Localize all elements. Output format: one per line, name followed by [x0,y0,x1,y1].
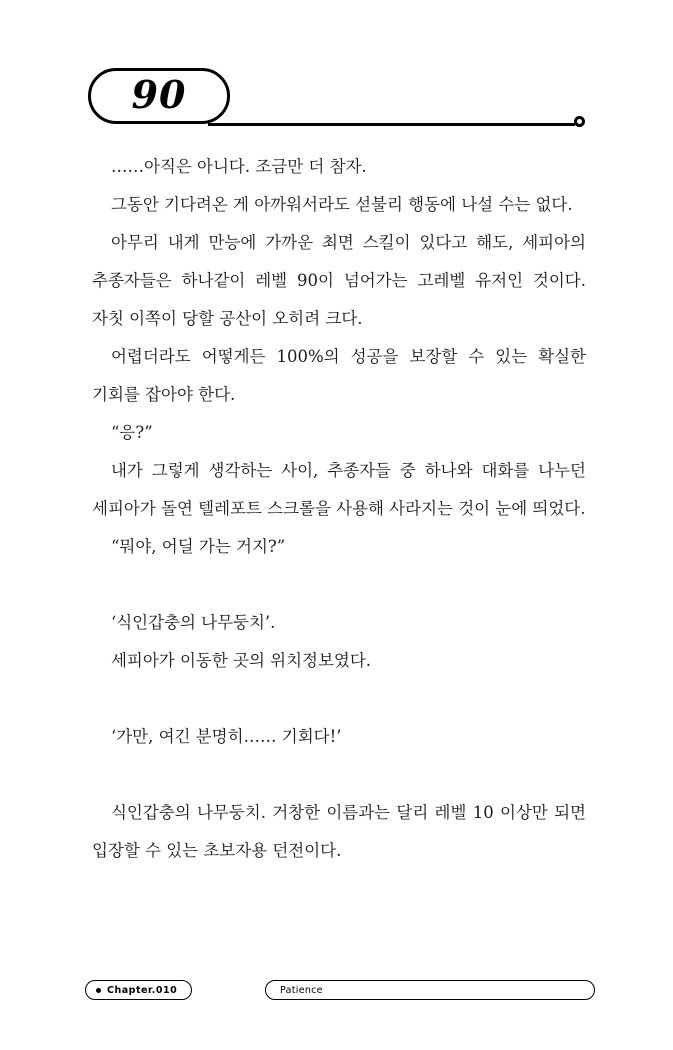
dialogue-line: “응?” [110,423,153,442]
paragraph: 내가 그렇게 생각하는 사이, 추종자들 중 하나와 대화를 나누던 세피아가 돌연 텔레포트 스크롤을 사용해 사라지는 것이 눈에 띄었다. [92,461,586,518]
chapter-number: 90 [131,72,187,117]
footer-chapter-chip [85,980,192,1000]
dialogue-line: ‘식인갑충의 나무둥치’. [110,613,276,632]
paragraph: 식인갑충의 나무둥치. 거창한 이름과는 달리 레벨 10 이상만 되면 입장할 수 있는 초보자용 던전이다. [92,803,586,860]
paragraph: 아무리 내게 만능에 가까운 최면 스킬이 있다고 해도, 세피아의 추종자들은 하나같이 레벨 90이 넘어가는 고레벨 유저인 것이다. 자칫 이쪽이 당할 공산이 오히려 크다. [92,233,586,328]
footer-title-bar [265,980,595,1000]
paragraph: 세피아가 이동한 곳의 위치정보였다. [110,651,372,670]
header-end-dot-icon [574,116,585,127]
header-rule [208,123,575,126]
paragraph: 그동안 기다려온 게 아까워서라도 섣불리 행동에 나설 수는 없다. [110,195,573,214]
footer-bullet-icon [96,988,101,993]
footer-chapter-label: Chapter.010 [107,984,178,996]
dialogue-line: “뭐야, 어딜 가는 거지?” [110,537,286,556]
dialogue-line: ‘가만, 여긴 분명히…… 기회다!’ [110,727,342,746]
paragraph-spacer [92,566,586,604]
chapter-header [88,68,585,138]
page-body [92,148,586,870]
paragraph-spacer [92,680,586,718]
page-footer [85,980,595,1002]
chapter-number-badge [88,68,230,124]
paragraph: ……아직은 아니다. 조금만 더 참자. [110,157,367,176]
paragraph: 어렵더라도 어떻게든 100%의 성공을 보장할 수 있는 확실한 기회를 잡아야 한다. [92,347,586,404]
paragraph-spacer [92,756,586,794]
footer-section-title: Patience [280,984,323,996]
